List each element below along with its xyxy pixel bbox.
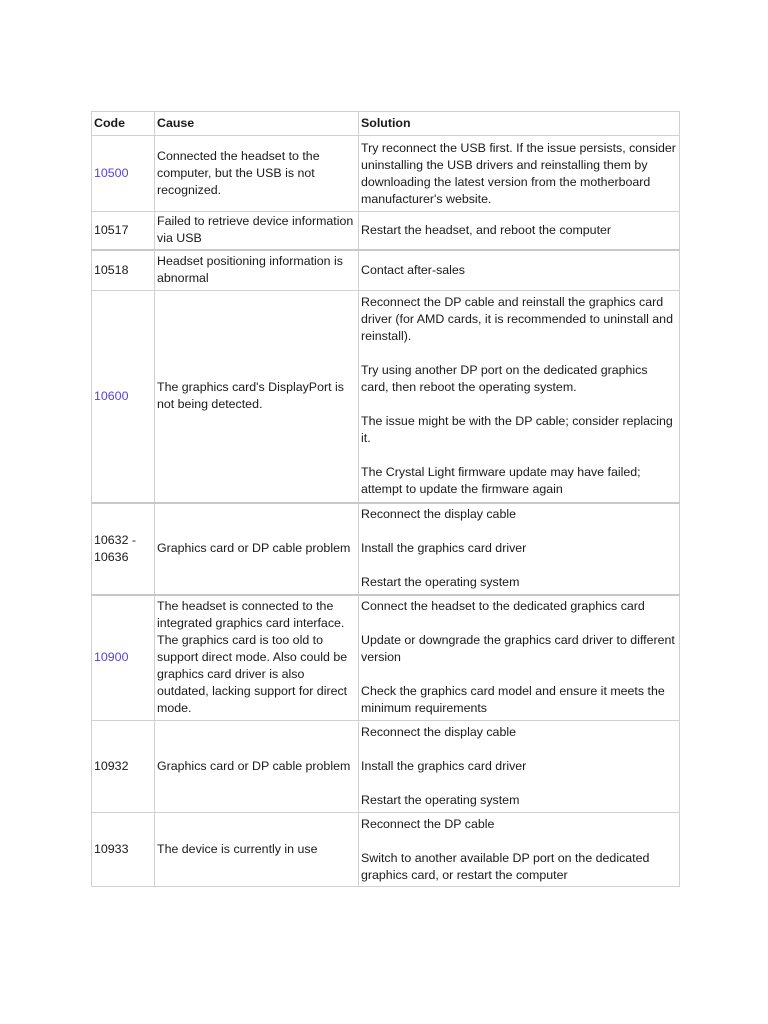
code-cell bbox=[92, 250, 155, 291]
code-text: 10518 bbox=[94, 262, 129, 277]
code-cell bbox=[92, 212, 155, 250]
cause-cell bbox=[155, 721, 359, 813]
header-solution: Solution bbox=[359, 112, 680, 136]
code-link[interactable]: 10500 bbox=[94, 166, 129, 180]
header-cause: Cause bbox=[155, 112, 359, 136]
cause-cell bbox=[155, 813, 359, 887]
cause-text: Headset positioning information is abnormal bbox=[157, 254, 343, 286]
table-row bbox=[92, 595, 680, 721]
table-header-row bbox=[92, 112, 680, 136]
solution-text: Update or downgrade the graphics card driver to different version bbox=[361, 633, 675, 665]
solution-text: Install the graphics card driver bbox=[361, 541, 527, 555]
solution-cell bbox=[359, 813, 680, 887]
solution-cell bbox=[359, 250, 680, 291]
code-cell[interactable] bbox=[92, 595, 155, 721]
solution-text: Try using another DP port on the dedicated graphics card, then reboot the operating system. bbox=[361, 363, 648, 395]
solution-text: Reconnect the display cable bbox=[361, 725, 516, 739]
code-link[interactable]: 10900 bbox=[94, 650, 129, 665]
code-cell bbox=[92, 721, 155, 813]
code-link[interactable]: 10600 bbox=[94, 388, 129, 403]
solution-text: Contact after-sales bbox=[361, 262, 465, 277]
solution-text: Restart the operating system bbox=[361, 575, 520, 589]
solution-text: The Crystal Light firmware update may have failed; attempt to update the firmware again bbox=[361, 465, 641, 497]
code-text: 10517 bbox=[94, 222, 129, 237]
solution-cell bbox=[359, 291, 680, 503]
table-row bbox=[92, 813, 680, 887]
table-row bbox=[92, 291, 680, 503]
solution-text: Switch to another available DP port on the dedicated graphics card, or restart the computer bbox=[361, 850, 650, 882]
header-code: Code bbox=[92, 112, 155, 136]
cause-cell bbox=[155, 291, 359, 503]
table-row bbox=[92, 503, 680, 595]
cause-text: Graphics card or DP cable problem bbox=[157, 759, 351, 773]
solution-text: Install the graphics card driver bbox=[361, 759, 527, 773]
code-cell[interactable] bbox=[92, 291, 155, 503]
table-row bbox=[92, 136, 680, 212]
table-row bbox=[92, 250, 680, 291]
cause-text: Connected the headset to the computer, but the USB is not recognized. bbox=[157, 149, 320, 197]
code-text: 10632 - 10636 bbox=[94, 532, 137, 564]
code-text: 10932 bbox=[94, 759, 129, 773]
cause-text: The device is currently in use bbox=[157, 842, 318, 856]
cause-cell bbox=[155, 503, 359, 595]
solution-text: Reconnect the DP cable and reinstall the graphics card driver (for AMD cards, it is recommended to uninstall and reinstall). bbox=[361, 295, 673, 344]
cause-cell bbox=[155, 595, 359, 721]
solution-text: Reconnect the DP cable bbox=[361, 816, 495, 831]
code-cell bbox=[92, 813, 155, 887]
solution-text: Try reconnect the USB first. If the issue persists, consider uninstalling the USB drivers and reinstalling them by downloading the latest version from the motherboard manufacturer's website. bbox=[361, 140, 676, 206]
solution-text: Check the graphics card model and ensure it meets the minimum requirements bbox=[361, 684, 665, 716]
cause-text: Graphics card or DP cable problem bbox=[157, 541, 351, 555]
error-code-table bbox=[91, 111, 680, 887]
table-row bbox=[92, 212, 680, 250]
cause-text: Failed to retrieve device information via USB bbox=[157, 214, 354, 246]
cause-text: The headset is connected to the integrated graphics card interface. The graphics card is too old to support direct mode. Also could be graphics card driver is also outdated, lacking support for direct mode. bbox=[157, 599, 348, 716]
code-cell bbox=[92, 503, 155, 595]
solution-text: Connect the headset to the dedicated graphics card bbox=[361, 599, 645, 614]
solution-text: Restart the operating system bbox=[361, 793, 520, 807]
cause-text: The graphics card's DisplayPort is not being detected. bbox=[157, 380, 344, 412]
cause-cell bbox=[155, 212, 359, 250]
cause-cell bbox=[155, 136, 359, 212]
cause-cell bbox=[155, 250, 359, 291]
code-cell[interactable] bbox=[92, 136, 155, 212]
solution-cell bbox=[359, 721, 680, 813]
solution-text: The issue might be with the DP cable; consider replacing it. bbox=[361, 414, 673, 446]
solution-cell bbox=[359, 136, 680, 212]
solution-cell bbox=[359, 503, 680, 595]
solution-cell bbox=[359, 212, 680, 250]
table-row bbox=[92, 721, 680, 813]
document-page bbox=[91, 111, 679, 887]
code-text: 10933 bbox=[94, 842, 129, 856]
solution-text: Reconnect the display cable bbox=[361, 507, 516, 521]
solution-cell bbox=[359, 595, 680, 721]
solution-text: Restart the headset, and reboot the computer bbox=[361, 222, 612, 237]
